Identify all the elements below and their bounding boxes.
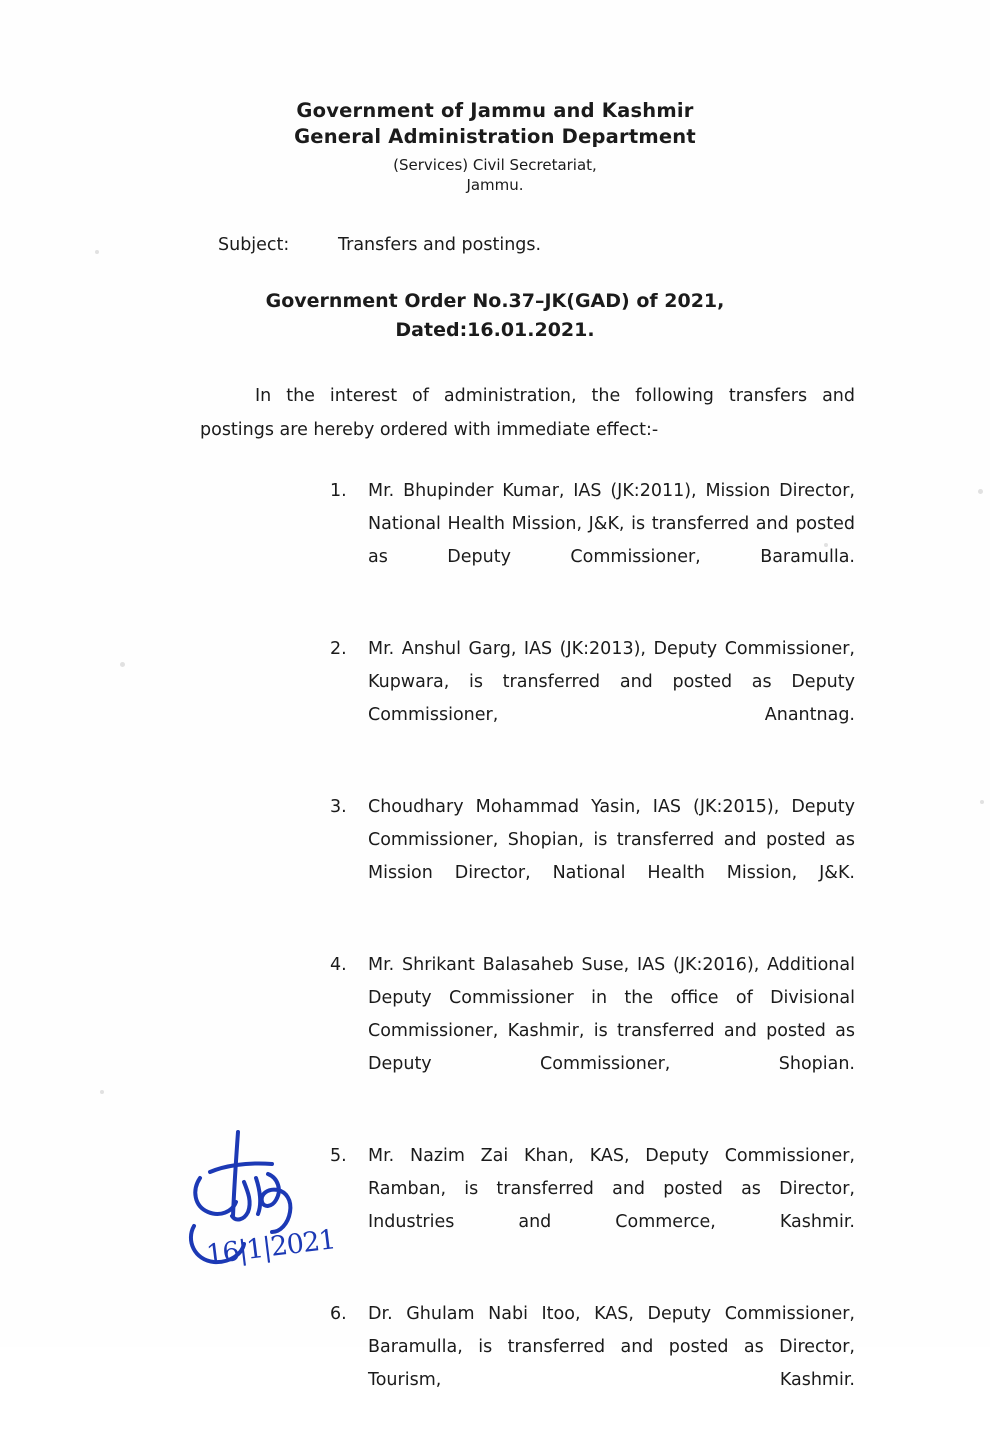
subject-value: Transfers and postings. [338,235,542,255]
signature-date: 16|1|2021 [204,1224,337,1271]
list-item-number: 3. [330,797,347,817]
list-item [330,475,855,607]
header-address-line-2: Jammu. [466,176,524,194]
document-header [0,98,990,195]
order-date: Dated:16.01.2021. [395,319,595,341]
header-department-line: General Administration Department [294,125,696,148]
signature-icon [186,1120,346,1300]
list-item-number: 5. [330,1146,347,1166]
order-number-block [0,287,990,345]
subject-row [0,235,990,255]
subject-label: Subject: [218,235,290,255]
list-item-number: 1. [330,481,347,501]
list-item-text: Choudhary Mohammad Yasin, IAS (JK:2015), Deputy Commissioner, Shopian, is transferred and posted as Mission Director, National Health Mission, J&K. [368,797,855,883]
scan-speckle [978,489,983,494]
scan-speckle [95,250,99,254]
list-item-number: 2. [330,639,347,659]
header-government-line: Government of Jammu and Kashmir [296,99,694,122]
intro-paragraph [200,379,855,447]
list-item-number: 4. [330,955,347,975]
list-item-text: Mr. Shrikant Balasaheb Suse, IAS (JK:2016), Additional Deputy Commissioner in the office of Divisional Commissioner, Kashmir, is transferred and posted as Deputy Commissioner, Shopian. [368,955,855,1074]
scan-speckle [100,1090,104,1094]
list-item-text: Mr. Anshul Garg, IAS (JK:2013), Deputy Commissioner, Kupwara, is transferred and posted as Deputy Commissioner, Anantnag. [368,639,855,725]
list-item [330,949,855,1114]
scan-speckle [120,662,125,667]
intro-text: In the interest of administration, the following transfers and postings are hereby ordered with immediate effect:- [200,386,855,440]
header-address-line-1: (Services) Civil Secretariat, [393,156,597,174]
list-item [330,1140,855,1272]
list-item-text: Mr. Nazim Zai Khan, KAS, Deputy Commissioner, Ramban, is transferred and posted as Director, Industries and Commerce, Kashmir. [368,1146,855,1232]
list-item [330,633,855,765]
list-item [330,791,855,923]
order-number: Government Order No.37–JK(GAD) of 2021, [265,290,725,312]
list-item-text: Mr. Bhupinder Kumar, IAS (JK:2011), Mission Director, National Health Mission, J&K, is transferred and posted as Deputy Commissioner, Baramulla. [368,481,855,567]
scan-speckle [980,800,984,804]
list-item-number: 6. [330,1304,347,1324]
order-items-list [330,475,855,1430]
list-item-text: Dr. Ghulam Nabi Itoo, KAS, Deputy Commissioner, Baramulla, is transferred and posted as Director, Tourism, Kashmir. [368,1304,855,1390]
list-item [330,1298,855,1430]
scan-speckle [824,543,828,547]
